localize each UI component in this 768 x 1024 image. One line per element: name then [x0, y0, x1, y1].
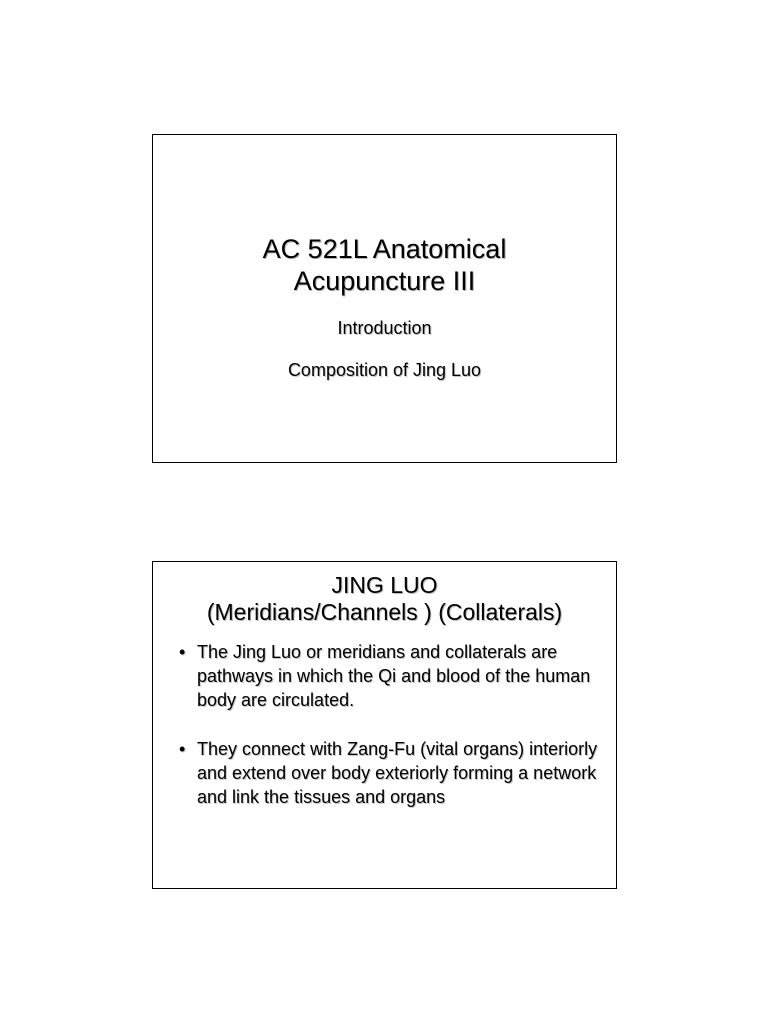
bullet-item: [179, 640, 598, 712]
bullet-text: The Jing Luo or meridians and collaterals are pathways in which the Qi and blood of the human body are circulated.: [197, 642, 591, 710]
bullet-text: They connect with Zang-Fu (vital organs) interiorly and extend over body exteriorly forming a network and link the tissues and organs: [197, 739, 598, 807]
slide-2: [152, 561, 617, 889]
slide-2-title: [153, 572, 616, 626]
slide-1-subtitle-composition: Composition of Jing Luo: [287, 360, 482, 380]
slide-1-title-line-2: Acupuncture III: [293, 266, 476, 296]
bullet-mark: •: [179, 642, 186, 662]
slide-2-bullet-list: [179, 640, 598, 834]
slide-2-title-line-2: (Meridians/Channels ) (Collaterals): [206, 599, 563, 625]
bullet-mark: •: [179, 739, 186, 759]
slide-1-subtitle-introduction: Introduction: [337, 318, 432, 338]
slide-1-title: [153, 233, 616, 297]
slide-1: [152, 134, 617, 463]
slide-1-title-line-1: AC 521L Anatomical: [262, 234, 507, 264]
bullet-item: [179, 737, 598, 809]
slide-2-title-line-1: JING LUO: [331, 572, 438, 598]
